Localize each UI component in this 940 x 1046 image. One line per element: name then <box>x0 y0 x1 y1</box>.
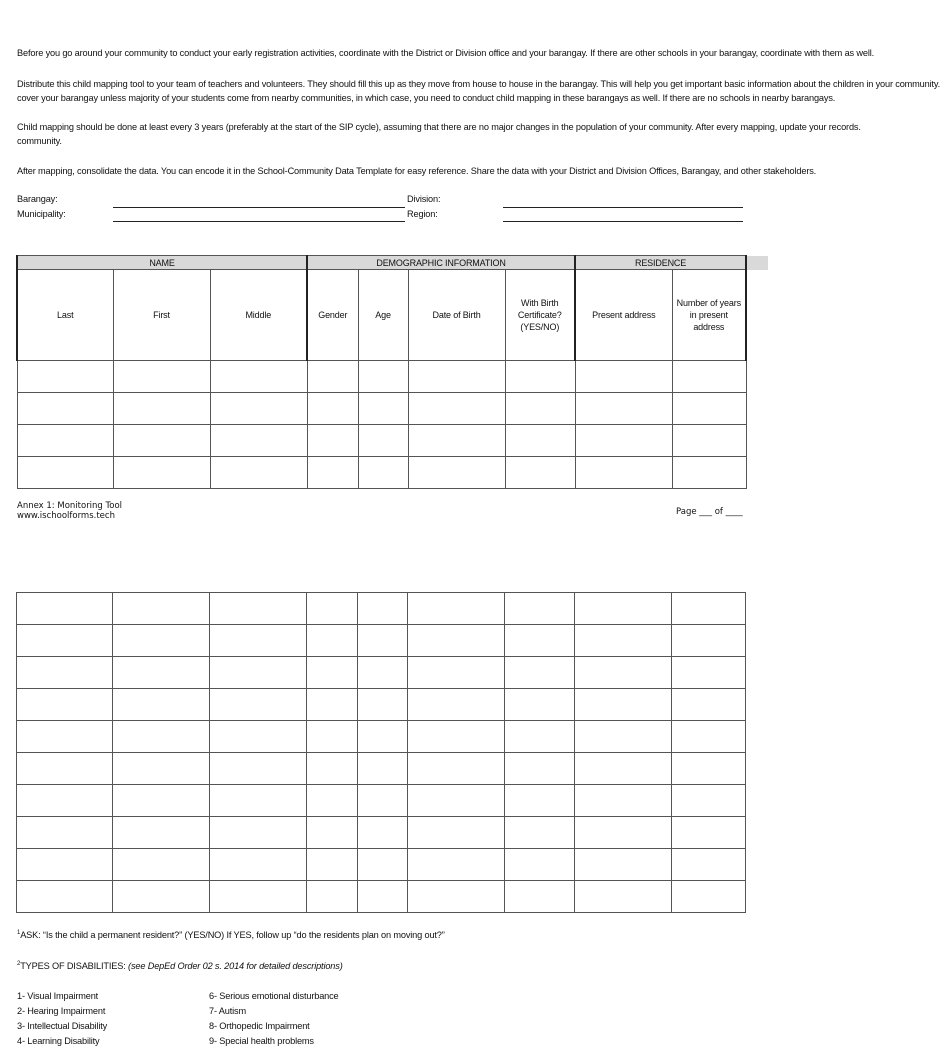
disability-type-item: 2- Hearing Impairment <box>17 1006 106 1016</box>
table-cell[interactable] <box>358 849 408 881</box>
disability-type-item: 7- Autism <box>209 1006 246 1016</box>
table-cell[interactable] <box>358 817 408 849</box>
table-cell[interactable] <box>17 593 113 625</box>
table-cell[interactable] <box>17 849 113 881</box>
col-header-date-of-birth: Date of Birth <box>408 270 505 361</box>
table-cell[interactable] <box>307 457 358 489</box>
table-cell[interactable] <box>505 393 575 425</box>
page-number: Page ___ of ____ <box>676 507 743 517</box>
table-cell[interactable] <box>210 753 307 785</box>
col-header-present-address: Present address <box>575 270 672 361</box>
table-cell[interactable] <box>210 881 307 913</box>
table-row <box>17 881 746 913</box>
table-cell[interactable] <box>113 625 210 657</box>
table-cell[interactable] <box>17 753 113 785</box>
table-cell[interactable] <box>17 689 113 721</box>
table-cell[interactable] <box>210 593 307 625</box>
table-cell[interactable] <box>358 361 408 393</box>
table-cell[interactable] <box>113 457 210 489</box>
table-cell[interactable] <box>307 625 358 657</box>
table-cell[interactable] <box>113 881 210 913</box>
table-cell[interactable] <box>672 689 746 721</box>
table-cell[interactable] <box>575 657 672 689</box>
table-cell[interactable] <box>358 657 408 689</box>
table-cell[interactable] <box>307 593 358 625</box>
instruction-line: Before you go around your community to conduct your early registration activities, coordinate with the District or Division office and your barangay. If there are other schools in your barangay, coordinate with them as well. <box>17 48 875 58</box>
table-cell[interactable] <box>210 393 307 425</box>
division-label: Division: <box>407 194 441 204</box>
table-cell[interactable] <box>408 457 505 489</box>
table-cell[interactable] <box>672 849 746 881</box>
table-cell[interactable] <box>672 785 746 817</box>
table-row <box>17 721 746 753</box>
table-cell[interactable] <box>17 785 113 817</box>
table-cell[interactable] <box>307 785 358 817</box>
years-in-address-label: Number of years in present address <box>676 298 741 332</box>
table-cell[interactable] <box>408 425 505 457</box>
footnote-marker: 2 <box>17 961 21 967</box>
table-cell[interactable] <box>575 849 672 881</box>
disability-type-item: 9- Special health problems <box>209 1036 314 1046</box>
division-field[interactable] <box>503 207 743 208</box>
website-label: www.ischoolforms.tech <box>17 511 115 521</box>
table-cell[interactable] <box>358 457 408 489</box>
disability-types-heading <box>17 961 343 971</box>
instruction-paragraph-4 <box>17 165 817 179</box>
table-cell[interactable] <box>210 689 307 721</box>
table-cell[interactable] <box>505 625 575 657</box>
table-cell[interactable] <box>408 393 505 425</box>
table-cell[interactable] <box>672 881 746 913</box>
table-cell[interactable] <box>210 425 307 457</box>
table-row <box>17 593 746 625</box>
table-cell[interactable] <box>307 881 358 913</box>
instruction-line: Child mapping should be done at least every 3 years (preferably at the start of the SIP cycle), assuming that there are no major changes in the population of your community. After every mapping, update your records. <box>17 122 861 132</box>
table-cell[interactable] <box>358 753 408 785</box>
table-cell[interactable] <box>113 657 210 689</box>
table-cell[interactable] <box>210 817 307 849</box>
table-cell[interactable] <box>307 689 358 721</box>
col-header-middle: Middle <box>210 270 307 361</box>
table-cell[interactable] <box>505 881 575 913</box>
table-cell[interactable] <box>672 393 746 425</box>
col-header-birth-certificate <box>505 270 575 361</box>
table-cell[interactable] <box>17 657 113 689</box>
header-overflow-cell <box>744 256 768 270</box>
table-cell[interactable] <box>17 457 113 489</box>
disability-type-item: 4- Learning Disability <box>17 1036 100 1046</box>
instruction-paragraph-1 <box>17 47 875 61</box>
region-label: Region: <box>407 209 438 219</box>
table-cell[interactable] <box>672 817 746 849</box>
table-cell[interactable] <box>307 849 358 881</box>
table-cell[interactable] <box>575 785 672 817</box>
table-cell[interactable] <box>358 625 408 657</box>
table-cell[interactable] <box>505 785 575 817</box>
table-cell[interactable] <box>408 753 505 785</box>
table-cell[interactable] <box>113 817 210 849</box>
barangay-label: Barangay: <box>17 194 58 204</box>
table-cell[interactable] <box>575 689 672 721</box>
table-cell[interactable] <box>307 425 358 457</box>
table-body-page1 <box>17 361 746 489</box>
table-row <box>17 753 746 785</box>
table-cell[interactable] <box>408 361 505 393</box>
table-cell[interactable] <box>358 689 408 721</box>
table-row <box>17 657 746 689</box>
table-row <box>17 785 746 817</box>
table-cell[interactable] <box>408 625 505 657</box>
table-cell[interactable] <box>505 721 575 753</box>
table-cell[interactable] <box>575 361 672 393</box>
disability-type-item: 6- Serious emotional disturbance <box>209 991 339 1001</box>
col-header-gender: Gender <box>307 270 358 361</box>
instruction-paragraph-2 <box>17 78 940 105</box>
instruction-paragraph-3 <box>17 121 861 148</box>
municipality-label: Municipality: <box>17 209 66 219</box>
table-cell[interactable] <box>505 817 575 849</box>
table-cell[interactable] <box>210 785 307 817</box>
table-body-page2 <box>17 593 746 913</box>
table-cell[interactable] <box>575 881 672 913</box>
table-cell[interactable] <box>672 593 746 625</box>
col-header-years-in-address <box>672 270 746 361</box>
table-cell[interactable] <box>505 457 575 489</box>
disability-type-item: 8- Orthopedic Impairment <box>209 1021 310 1031</box>
table-cell[interactable] <box>672 425 746 457</box>
instruction-line: Distribute this child mapping tool to your team of teachers and volunteers. They should fill this up as they move from house to house in the barangay. This will help you get important basic information about the children in your community. <box>17 79 940 89</box>
table-cell[interactable] <box>408 657 505 689</box>
table-cell[interactable] <box>17 393 113 425</box>
table-cell[interactable] <box>358 425 408 457</box>
table-cell[interactable] <box>113 785 210 817</box>
table-row <box>17 625 746 657</box>
child-mapping-table-continued <box>16 592 746 913</box>
disability-type-item: 1- Visual Impairment <box>17 991 99 1001</box>
table-cell[interactable] <box>575 721 672 753</box>
col-header-last: Last <box>17 270 113 361</box>
col-header-first: First <box>113 270 210 361</box>
region-field[interactable] <box>503 221 743 222</box>
table-cell[interactable] <box>408 849 505 881</box>
table-cell[interactable] <box>505 361 575 393</box>
table-cell[interactable] <box>408 817 505 849</box>
table-row <box>17 425 746 457</box>
table-cell[interactable] <box>505 849 575 881</box>
table-cell[interactable] <box>17 361 113 393</box>
footnote-marker: 1 <box>17 930 21 936</box>
table-cell[interactable] <box>672 361 746 393</box>
table-cell[interactable] <box>210 625 307 657</box>
table-cell[interactable] <box>307 753 358 785</box>
instruction-line: cover your barangay unless majority of your students come from nearby communities, in which case, you need to conduct child mapping in these barangays as well. If there are no schools in nearby barangays. <box>17 92 836 103</box>
table-cell[interactable] <box>358 393 408 425</box>
table-cell[interactable] <box>17 625 113 657</box>
table-cell[interactable] <box>408 785 505 817</box>
table-cell[interactable] <box>113 393 210 425</box>
table-cell[interactable] <box>17 817 113 849</box>
disability-type-item: 3- Intellectual Disability <box>17 1021 108 1031</box>
table-cell[interactable] <box>408 593 505 625</box>
permanent-resident-question: ASK: “Is the child a permanent resident?” (YES/NO) If YES, follow up “do the residents plan on moving out?” <box>20 930 445 941</box>
table-row <box>17 849 746 881</box>
municipality-field[interactable] <box>113 221 405 222</box>
table-row <box>17 817 746 849</box>
table-cell[interactable] <box>307 721 358 753</box>
birth-certificate-label: With Birth Certificate? (YES/NO) <box>517 298 562 332</box>
child-mapping-table <box>16 255 747 489</box>
table-cell[interactable] <box>505 753 575 785</box>
table-cell[interactable] <box>358 721 408 753</box>
table-cell[interactable] <box>358 785 408 817</box>
annex-footer <box>17 501 122 521</box>
table-cell[interactable] <box>672 457 746 489</box>
table-cell[interactable] <box>505 425 575 457</box>
table-cell[interactable] <box>307 817 358 849</box>
table-row <box>17 457 746 489</box>
table-cell[interactable] <box>210 721 307 753</box>
barangay-field[interactable] <box>113 207 405 208</box>
table-cell[interactable] <box>408 881 505 913</box>
table-cell[interactable] <box>408 689 505 721</box>
table-cell[interactable] <box>672 753 746 785</box>
table-cell[interactable] <box>113 593 210 625</box>
table-cell[interactable] <box>210 657 307 689</box>
instruction-line: community. <box>17 135 62 146</box>
annex-label: Annex 1: Monitoring Tool <box>17 501 123 511</box>
col-header-age: Age <box>358 270 408 361</box>
group-header-name: NAME <box>17 256 307 270</box>
table-cell[interactable] <box>307 393 358 425</box>
table-cell[interactable] <box>575 393 672 425</box>
table-cell[interactable] <box>210 849 307 881</box>
table-cell[interactable] <box>575 457 672 489</box>
table-cell[interactable] <box>358 593 408 625</box>
table-row <box>17 689 746 721</box>
table-cell[interactable] <box>17 721 113 753</box>
table-cell[interactable] <box>17 425 113 457</box>
table-cell[interactable] <box>505 657 575 689</box>
table-row <box>17 393 746 425</box>
disability-types-reference: (see DepEd Order 02 s. 2014 for detailed descriptions) <box>128 961 343 972</box>
disability-types-label: TYPES OF DISABILITIES: <box>20 961 129 972</box>
table-cell[interactable] <box>210 457 307 489</box>
table-cell[interactable] <box>575 817 672 849</box>
group-header-demographic: DEMOGRAPHIC INFORMATION <box>307 256 575 270</box>
table-cell[interactable] <box>113 689 210 721</box>
table-cell[interactable] <box>210 361 307 393</box>
table-cell[interactable] <box>307 657 358 689</box>
table-cell[interactable] <box>575 593 672 625</box>
instruction-line: After mapping, consolidate the data. You can encode it in the School-Community Data Template for easy reference. Share the data with your District and Division Offices, Barangay, and other stakeholders. <box>17 166 817 176</box>
group-header-residence: RESIDENCE <box>575 256 746 270</box>
table-cell[interactable] <box>575 425 672 457</box>
table-cell[interactable] <box>672 721 746 753</box>
table-cell[interactable] <box>113 721 210 753</box>
table-cell[interactable] <box>113 425 210 457</box>
table-row <box>17 361 746 393</box>
table-cell[interactable] <box>113 361 210 393</box>
table-cell[interactable] <box>307 361 358 393</box>
table-cell[interactable] <box>505 593 575 625</box>
table-cell[interactable] <box>505 689 575 721</box>
permanent-resident-note <box>17 930 445 940</box>
table-cell[interactable] <box>408 721 505 753</box>
table-cell[interactable] <box>672 625 746 657</box>
table-cell[interactable] <box>672 657 746 689</box>
table-cell[interactable] <box>113 849 210 881</box>
table-cell[interactable] <box>113 753 210 785</box>
table-cell[interactable] <box>575 625 672 657</box>
table-cell[interactable] <box>575 753 672 785</box>
table-cell[interactable] <box>17 881 113 913</box>
table-cell[interactable] <box>358 881 408 913</box>
